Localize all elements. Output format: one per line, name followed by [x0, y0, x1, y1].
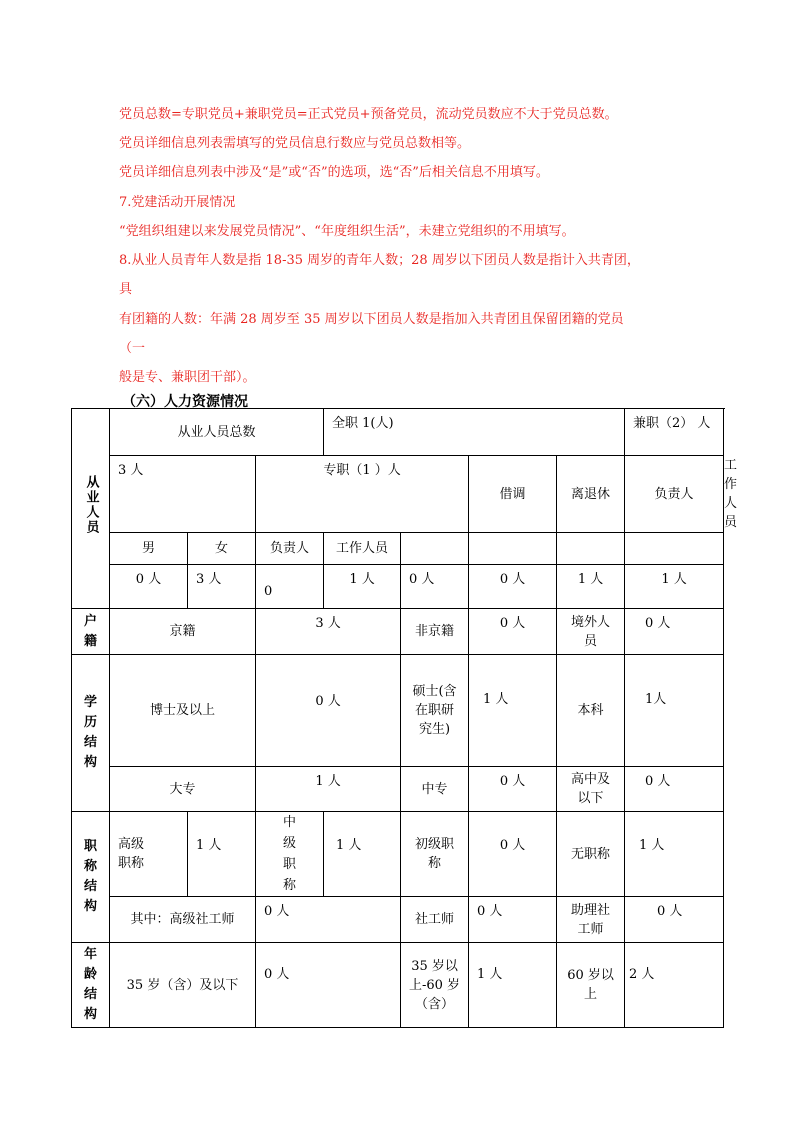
- note-line: 党员详细信息列表需填写的党员信息行数应与党员总数相等。: [119, 136, 471, 151]
- secondary-label: 中专: [401, 767, 469, 812]
- senior-social-label: 其中：高级社工师: [110, 897, 256, 943]
- note-line: 党员总数=专职党员+兼职党员=正式党员+预备党员，流动党员数应不大于党员总数。: [119, 107, 618, 122]
- senior-social-value: 0 人: [256, 897, 401, 943]
- note-line: 般是专、兼职团干部）。: [119, 370, 256, 385]
- beijing-label: 京籍: [110, 609, 256, 655]
- no-title-value: 1 人: [625, 812, 724, 897]
- title-header: 职 称 结 构: [72, 812, 110, 943]
- over60-label: 60 岁以 上: [557, 943, 625, 1028]
- under35-label: 35 岁（含）及以下: [110, 943, 256, 1028]
- seconded-value: 0 人: [401, 565, 469, 609]
- junior-title-value: 0 人: [469, 812, 557, 897]
- middle-title-value: 1 人: [324, 812, 401, 897]
- master-label: 硕士(含 在职研 究生): [401, 655, 469, 767]
- retired-label: 离退休: [557, 456, 625, 533]
- highschool-value: 0 人: [625, 767, 724, 812]
- empty-cell: [469, 533, 557, 565]
- senior-title-value: 1 人: [188, 812, 256, 897]
- hr-table: 从业人员 从业人员总数 全职 1(人) 兼职（2） 人 3 人 专职（1 ）人 借调 离退休 负责人 工作 人员 男 女 负责人 工作人员 0 人 3 人 0 1 人 0 人 0 人 1 人 1 人 户 籍 京籍 3 人 非京籍 0 人 境外人 员 0 人 学 历 结 构 博士及以上 0 人 硕士(含 在职研 究生) 1 人 本科 1人 大专 1 人 中专 0 人 高中及 以下 0 人 职 称 结 构 高级 职称 1 人 中 级 职 称 1 人 初级职 称 0 人 无职称 1 人 其中：高级社工师 0 人 社工师 0 人 助理社 工师 0 人 年 龄 结 构 35 岁（含）及以下 0 人 35 岁以 上-60 岁 （含） 1 人 60 岁以 上 2 人: [71, 408, 724, 1028]
- junior-title-label: 初级职 称: [401, 812, 469, 897]
- dedicated-label: 专职（1 ）人: [256, 456, 469, 533]
- note-line: “党组织组建以来发展党员情况”、“年度组织生活”，未建立党组织的不用填写。: [119, 224, 575, 239]
- pt-leader-value: 1 人: [557, 565, 625, 609]
- section-title: （六）人力资源情况: [122, 394, 248, 410]
- note-line: 有团籍的人数：年满 28 周岁至 35 周岁以下团员人数是指加入共青团且保留团籍的党员: [119, 312, 624, 327]
- note-line: 8.从业人员青年人数是指 18-35 周岁的青年人数；28 周岁以下团员人数是指计入共青团，: [119, 253, 640, 268]
- non-beijing-value: 0 人: [469, 609, 557, 655]
- ft-leader-label: 负责人: [256, 533, 324, 565]
- bachelor-label: 本科: [557, 655, 625, 767]
- master-value: 1 人: [469, 655, 557, 767]
- ft-staff-value: 1 人: [324, 565, 401, 609]
- pt-leader-label: 负责人: [625, 456, 724, 533]
- college-value: 1 人: [256, 767, 401, 812]
- household-header: 户 籍: [72, 609, 110, 655]
- phd-label: 博士及以上: [110, 655, 256, 767]
- social-label: 社工师: [401, 897, 469, 943]
- note-line: 具: [119, 282, 133, 297]
- female-label: 女: [188, 533, 256, 565]
- fulltime-label: 全职 1(人): [324, 409, 625, 456]
- empty-cell: [625, 533, 724, 565]
- seconded-label: 借调: [469, 456, 557, 533]
- empty-cell: [401, 533, 469, 565]
- secondary-value: 0 人: [469, 767, 557, 812]
- senior-title-label: 高级 职称: [110, 812, 188, 897]
- male-value: 0 人: [110, 565, 188, 609]
- overseas-value: 0 人: [625, 609, 724, 655]
- middle-title-label: 中 级 职 称: [256, 812, 324, 897]
- mid-age-value: 1 人: [469, 943, 557, 1028]
- over60-value: 2 人: [625, 943, 724, 1028]
- phd-value: 0 人: [256, 655, 401, 767]
- note-line: 党员详细信息列表中涉及“是”或“否”的选项，选“否”后相关信息不用填写。: [119, 165, 549, 180]
- assistant-social-value: 0 人: [625, 897, 724, 943]
- no-title-label: 无职称: [557, 812, 625, 897]
- parttime-label: 兼职（2） 人: [625, 409, 724, 456]
- bachelor-value: 1人: [625, 655, 724, 767]
- under35-value: 0 人: [256, 943, 401, 1028]
- male-label: 男: [110, 533, 188, 565]
- mid-age-label: 35 岁以 上-60 岁 （含）: [401, 943, 469, 1028]
- pt-staff-value: 1 人: [625, 565, 724, 609]
- employees-header: 从业人员: [72, 409, 110, 609]
- ft-staff-label: 工作人员: [324, 533, 401, 565]
- non-beijing-label: 非京籍: [401, 609, 469, 655]
- employees-total-label: 从业人员总数: [110, 409, 324, 456]
- ft-leader-value: 0: [256, 565, 324, 609]
- empty-cell: [557, 533, 625, 565]
- female-value: 3 人: [188, 565, 256, 609]
- assistant-social-label: 助理社 工师: [557, 897, 625, 943]
- note-line: （一: [119, 341, 146, 356]
- note-line: 7.党建活动开展情况: [119, 195, 236, 210]
- employees-total-value: 3 人: [110, 456, 256, 533]
- highschool-label: 高中及 以下: [557, 767, 625, 812]
- college-label: 大专: [110, 767, 256, 812]
- beijing-value: 3 人: [256, 609, 401, 655]
- age-header: 年 龄 结 构: [72, 943, 110, 1028]
- overseas-label: 境外人 员: [557, 609, 625, 655]
- education-header: 学 历 结 构: [72, 655, 110, 812]
- retired-value: 0 人: [469, 565, 557, 609]
- social-value: 0 人: [469, 897, 557, 943]
